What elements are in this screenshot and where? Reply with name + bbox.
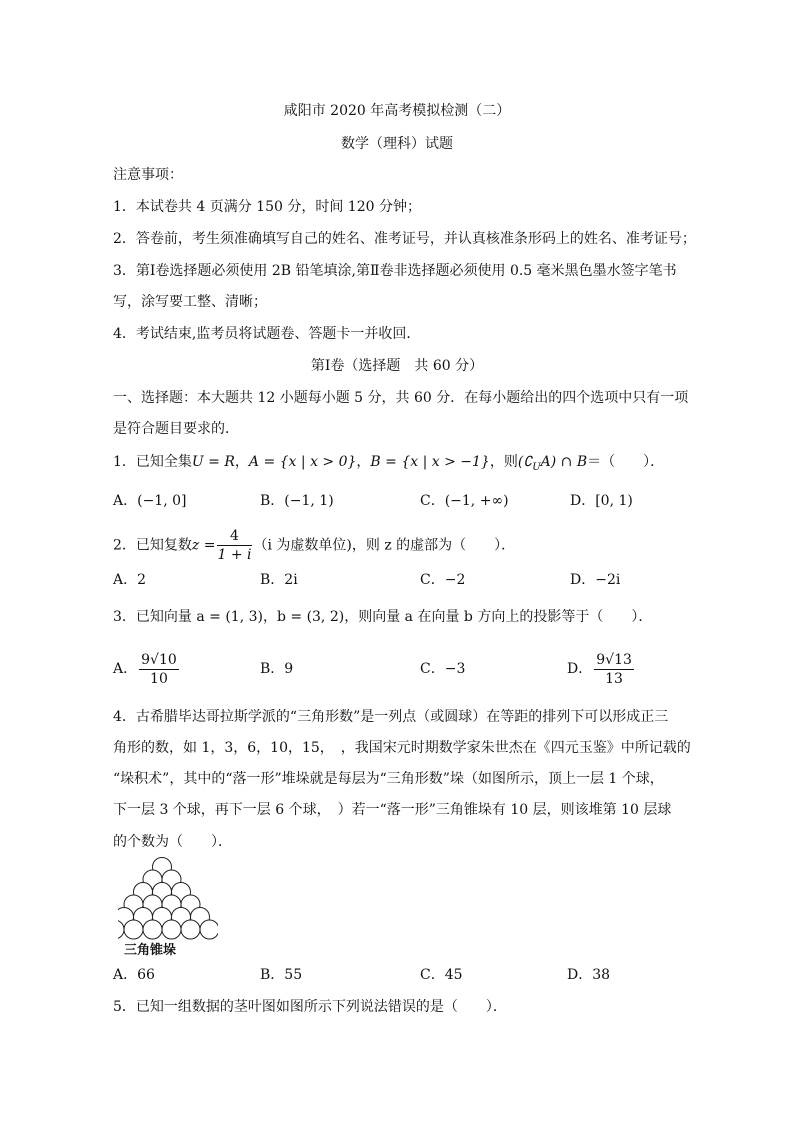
q4-option-d: D．38 bbox=[567, 967, 611, 983]
question-3: 3．已知向量 a = (1, 3)，b = (3, 2)，则向量 a 在向量 b 方向上的投影等于（ ）． bbox=[113, 609, 653, 625]
question-1: 1．已知全集U = R，A = {x | x > 0}，B = {x | x > −1}，则$(∁_UA)$ ∩ B＝（ ）． bbox=[113, 454, 665, 473]
q2-z: z = bbox=[191, 537, 216, 554]
q2-prefix: 2．已知复数 bbox=[113, 537, 192, 554]
question-4-line: 角形的数，如 1，3，6，10，15， ，我国宋元时期数学家朱世杰在《四元玉鉴》中所记载的 bbox=[113, 740, 691, 756]
q3-option-c: C．−3 bbox=[420, 661, 466, 677]
notice-item: 1．本试卷共 4 页满分 150 分，时间 120 分钟； bbox=[113, 199, 421, 215]
question-2 bbox=[113, 527, 693, 564]
q2-fraction: $\frac{4}{1 + i}$ bbox=[217, 528, 252, 563]
q3-option-a: A． $\frac{9√10}{10}$ bbox=[113, 651, 177, 687]
q1-option-a: A．(−1, 0] bbox=[113, 493, 187, 509]
question-4-line: “垛积术”，其中的“落一形”堆垛就是每层为“三角形数”垛（如图所示，顶上一层 1 个球， bbox=[113, 771, 664, 787]
q1-suffix: ＝（ ）． bbox=[587, 454, 665, 470]
part1-intro: 是符合题目要求的． bbox=[113, 421, 239, 437]
notice-item: 3．第Ⅰ卷选择题必须使用 2B 铅笔填涂,第Ⅱ卷非选择题必须使用 0.5 毫米黑色墨水签字笔书 bbox=[113, 263, 677, 279]
q1-set-u: U = R bbox=[191, 454, 235, 470]
notice-item: 4．考试结束,监考员将试题卷、答题卡一并收回． bbox=[113, 326, 421, 342]
q2-option-d: D．−2i bbox=[570, 572, 621, 588]
question-4-line: 下一层 3 个球，再下一层 6 个球， ）若一“落一形”三角锥垛有 10 层，则该堆第 10 层球 bbox=[113, 802, 672, 818]
figure-caption: 三角锥垛 bbox=[124, 943, 177, 958]
part1-title: 第Ⅰ卷（选择题 共 60 分） bbox=[310, 358, 484, 374]
q1-expr: $(∁_UA)$ ∩ B bbox=[517, 454, 588, 473]
notice-item: 写，涂写要工整、清晰； bbox=[113, 294, 267, 310]
q1-option-d: D．[0, 1) bbox=[570, 493, 633, 509]
q1-option-c: C．(−1, +∞) bbox=[420, 493, 509, 509]
q4-option-b: B．55 bbox=[260, 967, 303, 983]
q1-mid: ，则 bbox=[489, 454, 518, 470]
q4-option-a: A．66 bbox=[113, 967, 155, 983]
q2-suffix: （i 为虚数单位)，则 z 的虚部为（ ）． bbox=[253, 537, 516, 554]
ball bbox=[143, 920, 162, 939]
triangular-pyramid-figure bbox=[118, 856, 218, 960]
notice-heading: 注意事项： bbox=[113, 167, 183, 183]
notice-item: 2．答卷前，考生须准确填写自己的姓名、准考证号，并认真核准条形码上的姓名、准考证号； bbox=[113, 231, 696, 247]
q2-option-a: A．2 bbox=[113, 572, 147, 588]
q1-option-b: B．(−1, 1) bbox=[260, 493, 334, 509]
ball bbox=[181, 920, 200, 939]
q1-set-a: A = {x | x > 0} bbox=[248, 454, 357, 470]
q2-option-b: B．2i bbox=[260, 572, 298, 588]
exam-subtitle: 数学（理科）试题 bbox=[341, 136, 453, 152]
ball bbox=[162, 920, 181, 939]
exam-title: 咸阳市 2020 年高考模拟检测（二） bbox=[283, 103, 511, 119]
part1-intro: 一、选择题：本大题共 12 小题每小题 5 分，共 60 分．在每小题给出的四个选项中只有一项 bbox=[113, 390, 689, 406]
q3-option-d-fraction: $\frac{9√13}{13}$ bbox=[596, 651, 632, 687]
q3-option-d: D． $\frac{9√13}{13}$ bbox=[567, 651, 632, 687]
question-5: 5．已知一组数据的茎叶图如图所示下列说法错误的是（ ）． bbox=[113, 999, 507, 1015]
q1-set-b: B = {x | x > −1} bbox=[370, 454, 490, 470]
q2-option-c: C．−2 bbox=[420, 572, 466, 588]
q4-option-c: C．45 bbox=[420, 967, 463, 983]
q3-option-a-fraction: $\frac{9√10}{10}$ bbox=[141, 651, 177, 687]
q3-option-b: B．9 bbox=[260, 661, 294, 677]
ball bbox=[124, 920, 143, 939]
q1-prefix: 1．已知全集 bbox=[113, 454, 192, 470]
question-4-line: 的个数为（ ）． bbox=[113, 834, 232, 850]
question-4-line: 4．古希腊毕达哥拉斯学派的“三角形数”是一列点（或圆球）在等距的排列下可以形成正三 bbox=[113, 709, 669, 725]
ball bbox=[200, 920, 218, 939]
